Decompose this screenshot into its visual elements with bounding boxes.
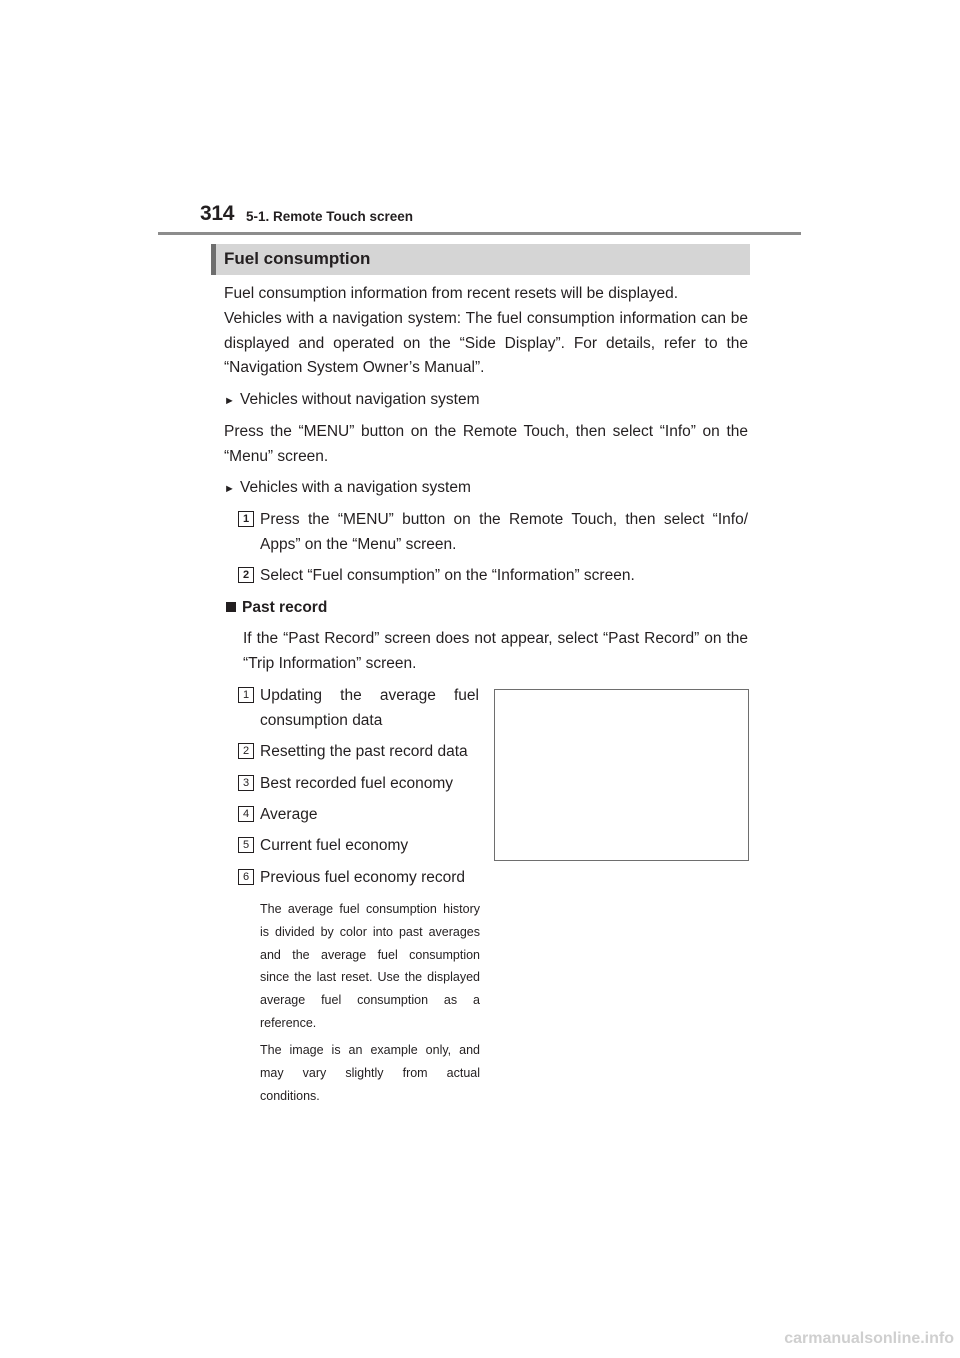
callout-number-box: 3 [238, 775, 254, 791]
step-text: Press the “MENU” button on the Remote Touch, then select “Info/ Apps” on the “Menu” screen. [260, 511, 748, 553]
past-record-heading-text: Past record [242, 599, 328, 616]
callout-number-box: 6 [238, 869, 254, 885]
without-nav-heading-text: Vehicles without navigation system [240, 391, 480, 408]
chapter-title: 5-1. Remote Touch screen [246, 209, 414, 224]
callout-text: Resetting the past record data [260, 743, 468, 760]
intro-paragraph: Fuel consumption information from recent resets will be displayed. [224, 285, 679, 302]
callout-text: Current fuel economy [260, 837, 409, 854]
past-record-text: If the “Past Record” screen does not appear, select “Past Record” on the “Trip Information” screen. [243, 630, 748, 672]
fuel-consumption-screen-illustration [494, 689, 749, 861]
step-number-box: 2 [238, 567, 254, 583]
navigation-note-paragraph: Vehicles with a navigation system: The fuel consumption information can be displayed and operated on the “Side Display”. For details, refer to the “Navigation System Owner’s Manual”. [224, 310, 748, 377]
with-nav-heading-text: Vehicles with a navigation system [240, 479, 471, 496]
callout-number-box: 4 [238, 806, 254, 822]
triangle-bullet-icon: ► [224, 395, 235, 407]
step-text: Select “Fuel consumption” on the “Information” screen. [260, 567, 635, 584]
with-nav-heading [224, 476, 471, 502]
page-number: 314 [200, 202, 235, 225]
section-title: Fuel consumption [224, 249, 371, 268]
callout-number-box: 5 [238, 837, 254, 853]
callout-text: Updating the average fuel consumption data [260, 687, 479, 729]
past-record-heading [226, 596, 327, 621]
section-heading-stripe [211, 244, 216, 275]
callout-number-box: 1 [238, 687, 254, 703]
step-number-box: 1 [238, 511, 254, 527]
callout-number-box: 2 [238, 743, 254, 759]
square-bullet-icon [226, 602, 236, 612]
callout-text: Previous fuel economy record [260, 869, 466, 886]
without-nav-heading [224, 388, 480, 414]
note-text: The image is an example only, and may vary slightly from actual conditions. [260, 1043, 480, 1103]
callout-text: Average [260, 806, 318, 823]
watermark: carmanualsonline.info [784, 1330, 954, 1347]
header-rule [158, 232, 801, 235]
triangle-bullet-icon: ► [224, 483, 235, 495]
without-nav-text: Press the “MENU” button on the Remote Touch, then select “Info” on the “Menu” screen. [224, 423, 748, 465]
section-heading-bar [211, 244, 750, 275]
callout-text: Best recorded fuel economy [260, 775, 453, 792]
note-text: The average fuel consumption history is divided by color into past averages and the average fuel consumption since the last reset. Use the displayed average fuel consumption as a reference. [260, 902, 480, 1030]
